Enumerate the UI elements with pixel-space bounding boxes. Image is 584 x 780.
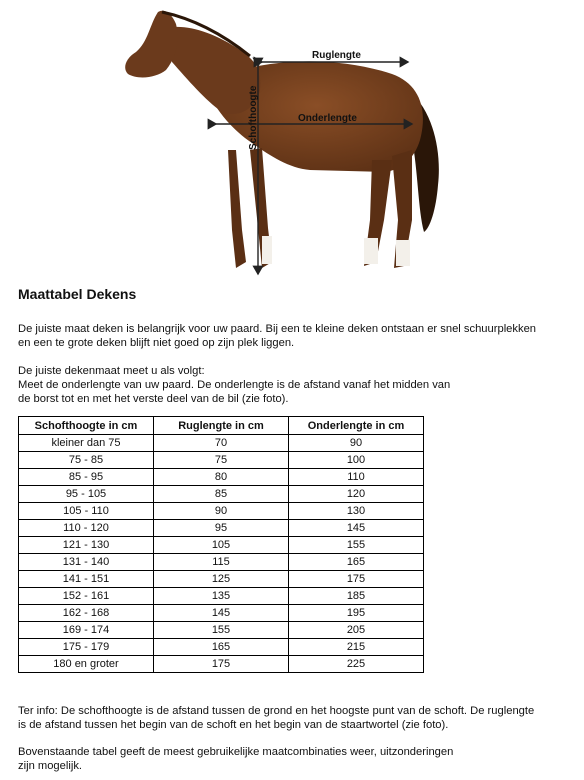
info-paragraph [18, 704, 534, 732]
table-row [19, 639, 424, 656]
horse-photo [0, 0, 584, 280]
table-cell: kleiner dan 75 [19, 435, 154, 452]
table-cell: 215 [289, 639, 424, 656]
table-cell: 85 [154, 486, 289, 503]
table-cell: 95 - 105 [19, 486, 154, 503]
table-cell: 105 - 110 [19, 503, 154, 520]
table-row [19, 452, 424, 469]
table-cell: 225 [289, 656, 424, 673]
disclaimer-line-1: Bovenstaande tabel geeft de meest gebruikelijke maatcombinaties weer, uitzonderingen [18, 746, 454, 758]
table-cell: 145 [154, 605, 289, 622]
table-cell: 135 [154, 588, 289, 605]
table-row [19, 486, 424, 503]
measure-line-3: de borst tot en met het verste deel van de bil (zie foto). [18, 393, 289, 405]
ruglengte-label: Ruglengte [312, 50, 361, 61]
table-cell: 205 [289, 622, 424, 639]
schofthoogte-label: Schofthoogte [248, 85, 259, 150]
horse-figure [125, 11, 439, 268]
table-cell: 175 [289, 571, 424, 588]
table-cell: 120 [289, 486, 424, 503]
disclaimer-paragraph [18, 745, 453, 773]
table-cell: 152 - 161 [19, 588, 154, 605]
header-schofthoogte: Schofthoogte in cm [19, 417, 154, 435]
table-cell: 125 [154, 571, 289, 588]
table-cell: 75 - 85 [19, 452, 154, 469]
table-cell: 195 [289, 605, 424, 622]
table-cell: 141 - 151 [19, 571, 154, 588]
table-row [19, 605, 424, 622]
table-row [19, 469, 424, 486]
table-cell: 90 [154, 503, 289, 520]
table-cell: 110 [289, 469, 424, 486]
table-row [19, 571, 424, 588]
page-title: Maattabel Dekens [18, 286, 137, 302]
table-cell: 80 [154, 469, 289, 486]
table-cell: 70 [154, 435, 289, 452]
table-cell: 185 [289, 588, 424, 605]
disclaimer-line-2: zijn mogelijk. [18, 760, 83, 772]
table-row [19, 520, 424, 537]
table-row [19, 588, 424, 605]
header-ruglengte: Ruglengte in cm [154, 417, 289, 435]
table-row [19, 503, 424, 520]
table-cell: 75 [154, 452, 289, 469]
table-row [19, 435, 424, 452]
size-table [18, 416, 424, 673]
onderlengte-label: Onderlengte [298, 113, 357, 124]
table-row [19, 537, 424, 554]
measure-instructions [18, 364, 450, 406]
table-cell: 180 en groter [19, 656, 154, 673]
table-cell: 145 [289, 520, 424, 537]
table-cell: 162 - 168 [19, 605, 154, 622]
table-cell: 165 [154, 639, 289, 656]
table-cell: 105 [154, 537, 289, 554]
table-cell: 130 [289, 503, 424, 520]
intro-paragraph [18, 322, 536, 350]
table-cell: 85 - 95 [19, 469, 154, 486]
info-line-1: Ter info: De schofthoogte is de afstand tussen de grond en het hoogste punt van de schoft. De ruglengte [18, 705, 535, 717]
table-row [19, 656, 424, 673]
table-cell: 110 - 120 [19, 520, 154, 537]
info-line-2: is de afstand tussen het begin van de schoft en het begin van de staartwortel (zie foto). [18, 719, 449, 731]
table-cell: 169 - 174 [19, 622, 154, 639]
table-cell: 115 [154, 554, 289, 571]
table-cell: 131 - 140 [19, 554, 154, 571]
table-cell: 155 [154, 622, 289, 639]
measure-line-1: De juiste dekenmaat meet u als volgt: [18, 365, 205, 377]
table-row [19, 554, 424, 571]
table-cell: 100 [289, 452, 424, 469]
table-cell: 90 [289, 435, 424, 452]
intro-line-1: De juiste maat deken is belangrijk voor uw paard. Bij een te kleine deken ontstaan er snel schuurplekken [18, 323, 537, 335]
table-header-row [19, 417, 424, 435]
header-onderlengte: Onderlengte in cm [289, 417, 424, 435]
table-cell: 175 - 179 [19, 639, 154, 656]
intro-line-2: en een te grote deken blijft niet goed op zijn plek liggen. [18, 337, 295, 349]
table-body [19, 435, 424, 673]
table-row [19, 622, 424, 639]
table-cell: 165 [289, 554, 424, 571]
table-cell: 95 [154, 520, 289, 537]
table-cell: 121 - 130 [19, 537, 154, 554]
table-cell: 175 [154, 656, 289, 673]
measure-line-2: Meet de onderlengte van uw paard. De onderlengte is de afstand vanaf het midden van [18, 379, 451, 391]
table-cell: 155 [289, 537, 424, 554]
